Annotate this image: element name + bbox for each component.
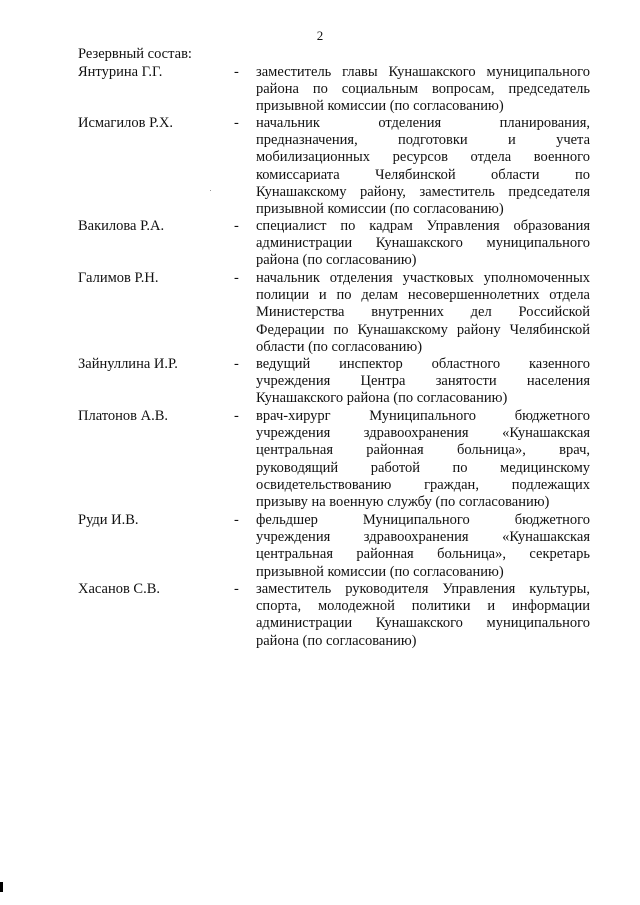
position-line: специалист по кадрам Управления образования [256,218,590,234]
separator-dash: - [234,512,239,528]
section-heading: Резервный состав: [78,46,192,62]
separator-dash: - [234,356,239,372]
position-line: района (по согласованию) [256,252,417,269]
member-name: Галимов Р.Н. [78,270,159,286]
position-line: комиссариата Челябинской области по [256,166,590,183]
member-name: Вакилова Р.А. [78,218,165,234]
position-line: учреждения Центра занятости населения [256,373,590,390]
position-line: предназначения, подготовки и учета [256,132,590,149]
position-line: призывной комиссии (по согласованию) [256,98,504,115]
scan-edge-mark [0,882,3,892]
position-line: центральная районная больница», врач, [256,442,590,459]
position-line: Кунашакскому району, заместитель председателя [256,183,590,200]
member-position [256,408,590,511]
member-position [256,356,590,408]
position-line: учреждения здравоохранения «Кунашакская [256,529,590,546]
position-line: заместитель руководителя Управления культуры, [256,581,590,597]
scan-speck [210,190,211,191]
member-position [256,270,590,356]
member-position [256,512,590,581]
position-line: ведущий инспектор областного казенного [256,356,590,372]
position-line: призыву на военную службу (по согласованию) [256,494,550,511]
position-line: Федерации по Кунашакскому району Челябинской [256,321,590,338]
page-number: 2 [316,28,324,43]
position-line: Министерства внутренних дел Российской [256,304,590,321]
separator-dash: - [234,581,239,597]
separator-dash: - [234,218,239,234]
member-name: Хасанов С.В. [78,581,161,597]
position-line: полиции и по делам несовершеннолетних отдела [256,287,590,304]
separator-dash: - [234,408,239,424]
member-position [256,581,590,650]
position-line: начальник отделения участковых уполномоченных [256,270,590,286]
position-line: района по социальным вопросам, председатель [256,81,590,98]
position-line: заместитель главы Кунашакского муниципального [256,64,590,80]
position-line: руководящий работой по медицинскому [256,459,590,476]
member-name: Зайнуллина И.Р. [78,356,178,372]
position-line: мобилизационных ресурсов отдела военного [256,149,590,166]
position-line: администрации Кунашакского муниципального [256,235,590,252]
position-line: призывной комиссии (по согласованию) [256,201,504,218]
member-position [256,115,590,218]
position-line: спорта, молодежной политики и информации [256,598,590,615]
member-position [256,218,590,270]
position-line: администрации Кунашакского муниципального [256,615,590,632]
position-line: Кунашакского района (по согласованию) [256,390,508,407]
member-position [256,64,590,116]
position-line: фельдшер Муниципального бюджетного [256,512,590,528]
member-name: Янтурина Г.Г. [78,64,163,80]
position-line: начальник отделения планирования, [256,115,590,131]
position-line: врач-хирург Муниципального бюджетного [256,408,590,424]
separator-dash: - [234,115,239,131]
member-name: Руди И.В. [78,512,139,528]
position-line: учреждения здравоохранения «Кунашакская [256,425,590,442]
separator-dash: - [234,64,239,80]
position-line: области (по согласованию) [256,338,423,355]
position-line: освидетельствованию граждан, подлежащих [256,476,590,493]
position-line: района (по согласованию) [256,632,417,649]
position-line: центральная районная больница», секретарь [256,546,590,563]
position-line: призывной комиссии (по согласованию) [256,563,504,580]
member-name: Исмагилов Р.Х. [78,115,174,131]
separator-dash: - [234,270,239,286]
member-name: Платонов А.В. [78,408,169,424]
